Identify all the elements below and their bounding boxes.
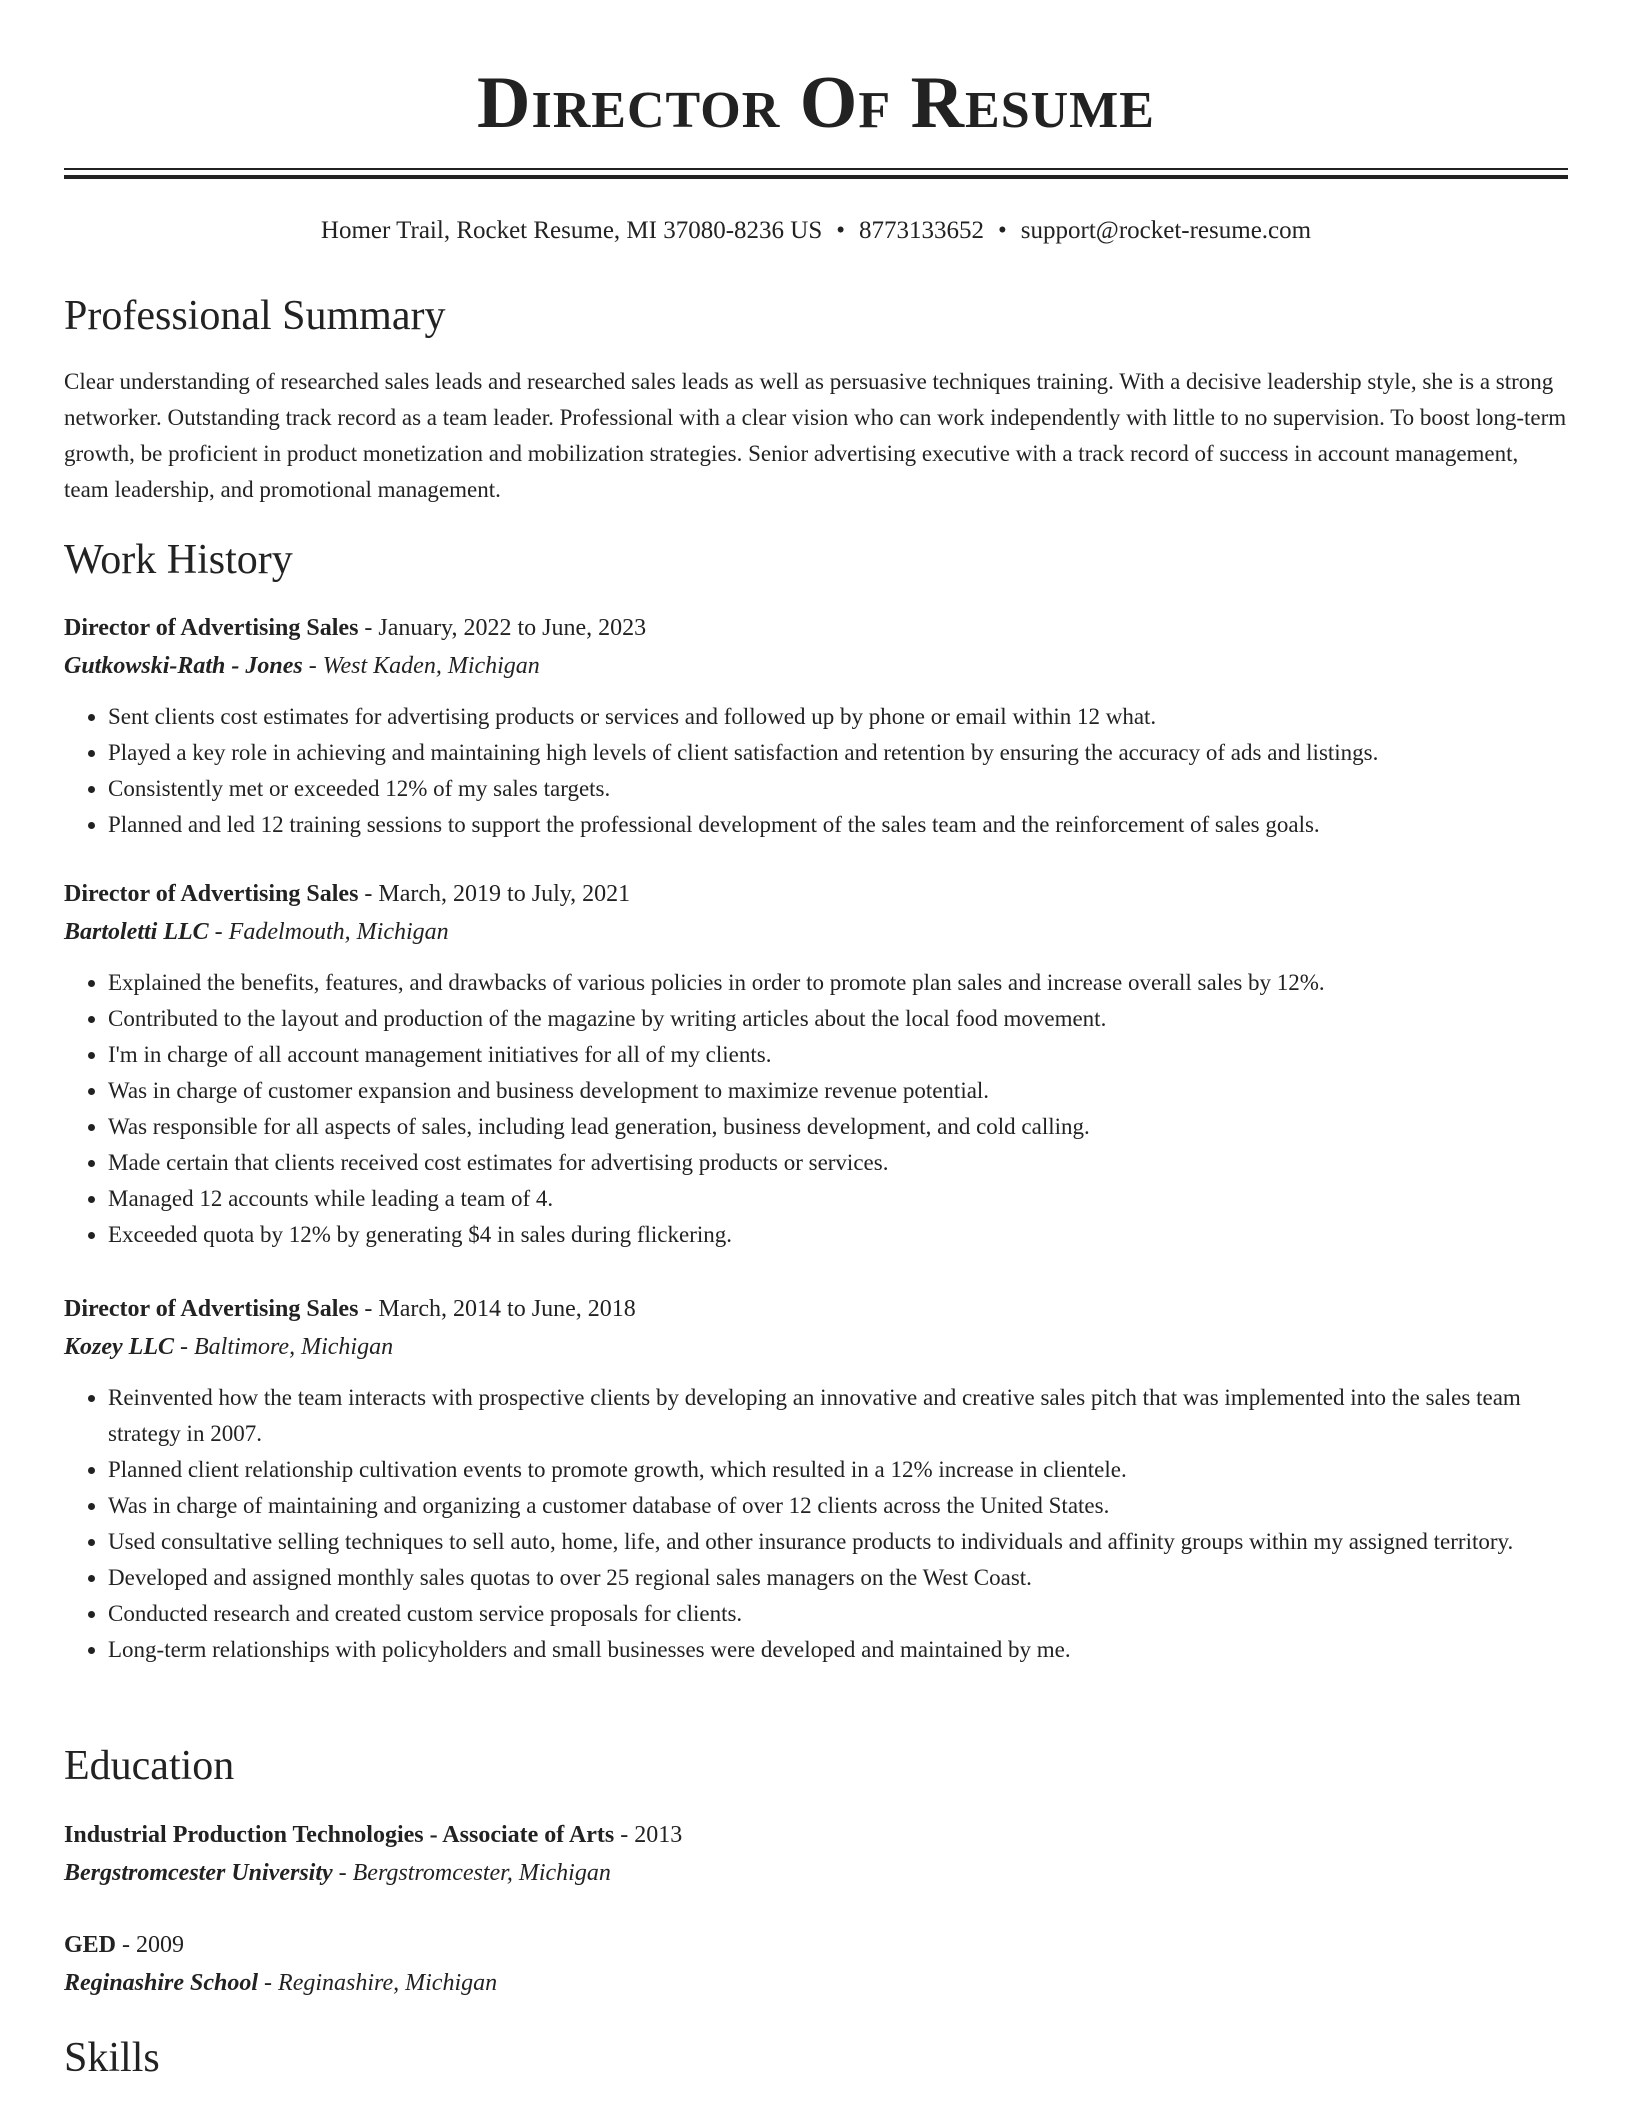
job-bullet: • Was in charge of customer expansion and business development to maximize revenue potential. [108,1073,1568,1109]
education-location: Reginashire, Michigan [278,1970,498,1996]
education-school: Bergstromcester University [64,1860,333,1886]
job-dates: March, 2014 to June, 2018 [378,1296,636,1322]
job-bullet: • Made certain that clients received cost estimates for advertising products or services. [108,1145,1568,1181]
job-bullet: • Consistently met or exceeded 12% of my sales targets. [108,771,1568,807]
job-dates: January, 2022 to June, 2023 [378,615,647,641]
dash: - [338,1860,347,1886]
contact-separator: • [836,217,846,244]
contact-line [64,214,1568,248]
job-bullet: • Exceeded quota by 12% by generating $4 in sales during flickering. [108,1217,1568,1253]
job-bullet: • Explained the benefits, features, and drawbacks of various policies in order to promote plan sales and increase overall sales by 12%. [108,965,1568,1001]
job-company: Kozey LLC [64,1334,174,1360]
job-entry [64,609,1568,843]
dash: - [364,615,373,641]
dash: - [122,1932,131,1958]
education-header [64,1816,1568,1854]
job-bullet: • Developed and assigned monthly sales quotas to over 25 regional sales managers on the West Coast. [108,1560,1568,1596]
education-location: Bergstromcester, Michigan [352,1860,611,1886]
education-institution [64,1964,1568,2002]
dash: - [214,919,223,945]
education-entry [64,1816,1568,1892]
contact-email: support@rocket-resume.com [1020,217,1312,244]
job-dates: March, 2019 to July, 2021 [378,881,631,907]
job-location: Fadelmouth, Michigan [228,919,449,945]
job-bullet-list [64,965,1568,1253]
education-degree: GED [64,1932,117,1958]
header-rule-thick [64,175,1568,179]
job-bullet: • Managed 12 accounts while leading a team of 4. [108,1181,1568,1217]
dash: - [364,1296,373,1322]
education-degree: Industrial Production Technologies - Associate of Arts [64,1822,615,1848]
job-title: Director of Advertising Sales [64,615,359,641]
job-bullet: • Conducted research and created custom service proposals for clients. [108,1596,1568,1632]
job-bullet: • Planned client relationship cultivation events to promote growth, which resulted in a 12% increase in clientele. [108,1452,1568,1488]
job-bullet: • Reinvented how the team interacts with prospective clients by developing an innovative and creative sales pitch that was implemented into the sales team strategy in 2007. [108,1380,1568,1452]
dash: - [364,881,373,907]
contact-separator: • [998,217,1007,244]
job-company: Bartoletti LLC [64,919,209,945]
section-title-work-history: Work History [64,537,293,583]
job-title: Director of Advertising Sales [64,881,359,907]
job-header [64,609,1568,647]
job-bullet: • Long-term relationships with policyholders and small businesses were developed and maintained by me. [108,1632,1568,1668]
education-entry [64,1926,1568,2002]
summary-text: Clear understanding of researched sales leads and researched sales leads as well as persuasive techniques training. With a decisive leadership style, she is a strong networker. Outstanding track record as a team leader. Professional with a clear vision who can work independently with little to no supervision. To boost long-term growth, be proficient in product monetization and mobilization strategies. Senior advertising executive with a track record of success in account management, team leadership, and promotional management. [64,369,1567,502]
section-title-education: Education [64,1743,235,1789]
dash: - [620,1822,629,1848]
job-company: Gutkowski-Rath - Jones [64,653,303,679]
job-bullet: • Sent clients cost estimates for advertising products or services and followed up by phone or email within 12 what. [108,699,1568,735]
education-year: 2009 [136,1932,185,1958]
job-location: West Kaden, Michigan [322,653,540,679]
job-location: Baltimore, Michigan [193,1334,394,1360]
education-institution [64,1854,1568,1892]
job-organization [64,647,1568,685]
dash: - [179,1334,188,1360]
job-header [64,1290,1568,1328]
section-title-summary: Professional Summary [64,293,446,339]
job-bullet: • I'm in charge of all account management initiatives for all of my clients. [108,1037,1568,1073]
education-header [64,1926,1568,1964]
resume-name-title: Director Of Resume [477,62,1155,144]
job-bullet: • Was responsible for all aspects of sales, including lead generation, business development, and cold calling. [108,1109,1568,1145]
job-organization [64,913,1568,951]
education-year: 2013 [634,1822,683,1848]
job-bullet: • Planned and led 12 training sessions to support the professional development of the sales team and the reinforcement of sales goals. [108,807,1568,843]
dash: - [264,1970,273,1996]
section-title-skills: Skills [64,2035,160,2081]
job-bullet-list [64,1380,1568,1668]
job-bullet: • Used consultative selling techniques to sell auto, home, life, and other insurance products to individuals and affinity groups within my assigned territory. [108,1524,1568,1560]
education-school: Reginashire School [64,1970,259,1996]
job-organization [64,1328,1568,1366]
job-title: Director of Advertising Sales [64,1296,359,1322]
job-entry [64,1290,1568,1668]
header-rule-thin [64,168,1568,170]
contact-phone: 8773133652 [859,217,985,244]
job-entry [64,875,1568,1253]
job-bullet: • Contributed to the layout and production of the magazine by writing articles about the local food movement. [108,1001,1568,1037]
contact-address: Homer Trail, Rocket Resume, MI 37080-8236 US [320,217,823,244]
job-bullet-list [64,699,1568,843]
job-bullet: • Was in charge of maintaining and organizing a customer database of over 12 clients across the United States. [108,1488,1568,1524]
job-header [64,875,1568,913]
job-bullet: • Played a key role in achieving and maintaining high levels of client satisfaction and retention by ensuring the accuracy of ads and listings. [108,735,1568,771]
dash: - [308,653,317,679]
